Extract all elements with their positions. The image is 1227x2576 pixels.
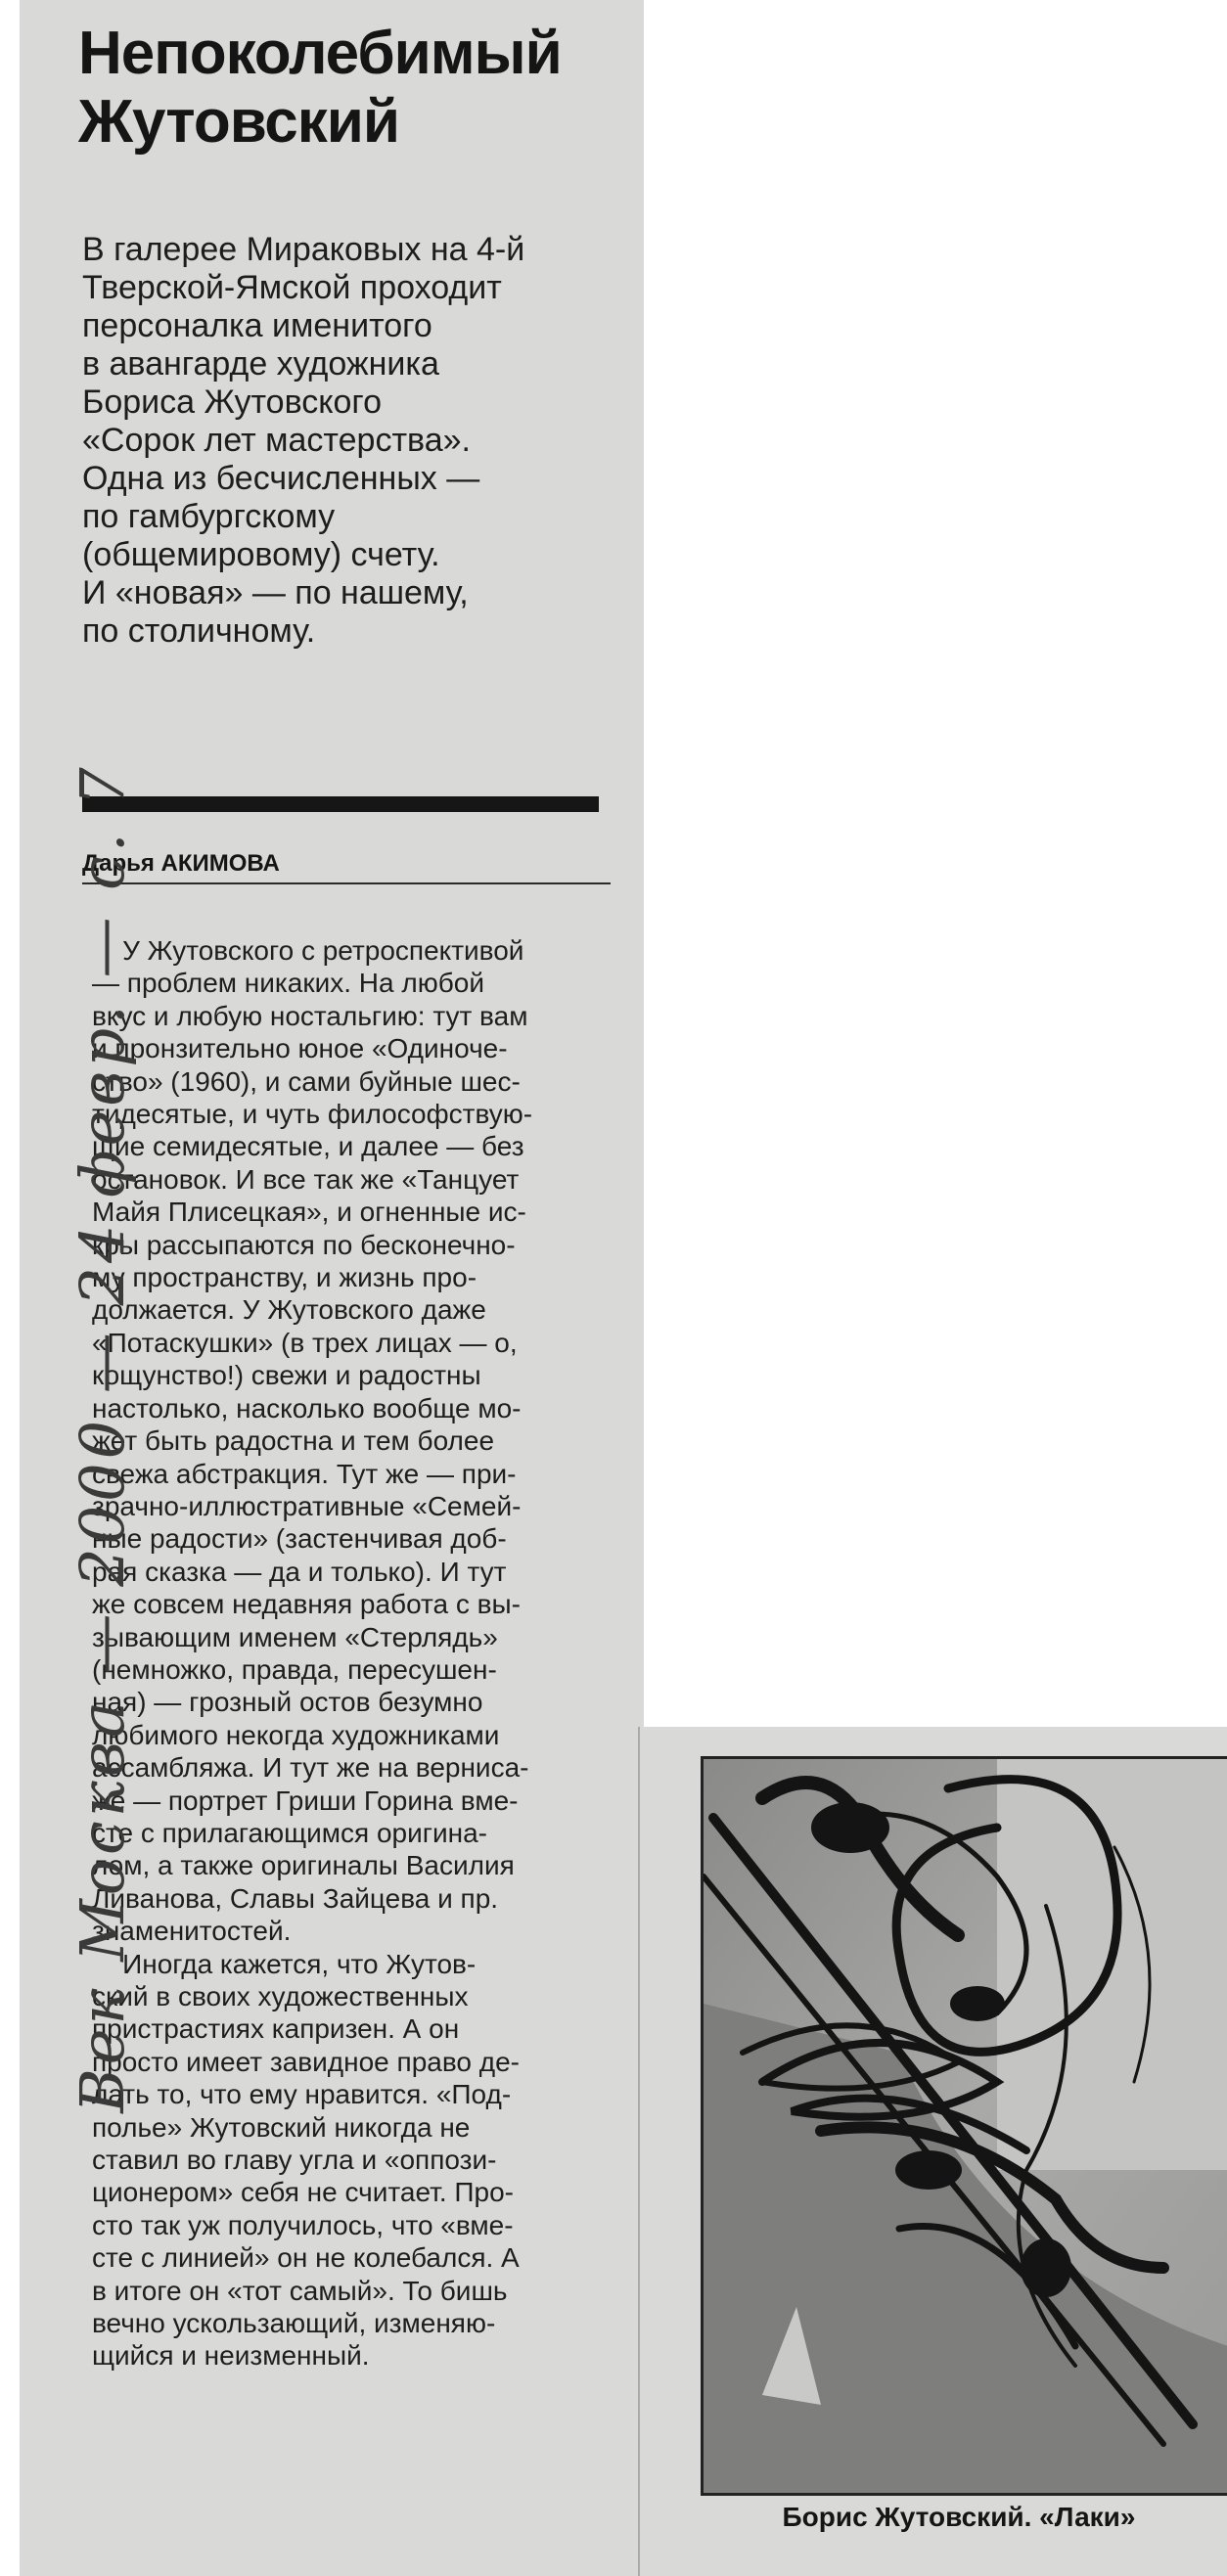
body-line: пристрастиях капризен. А он	[92, 2013, 460, 2045]
body-line: ство» (1960), и сами буйные шес-	[92, 1065, 521, 1097]
body-line: жет быть радостна и тем более	[92, 1425, 495, 1457]
body-line: У Жутовского с ретроспективой	[92, 935, 524, 966]
lead-paragraph	[82, 231, 630, 651]
headline-line-2: Жутовский	[78, 88, 400, 156]
lead-line: И «новая» — по нашему,	[82, 574, 469, 611]
photo-caption: Борис Жутовский. «Лаки»	[782, 2502, 1136, 2532]
handwritten-note: Век Москва — 2000 — 24 февр. — с. 7	[67, 763, 138, 2113]
body-line: свежа абстракция. Тут же — при-	[92, 1458, 517, 1489]
lead-line: персоналка именитого	[82, 307, 432, 344]
body-line: кощунство!) свежи и радостны	[92, 1360, 481, 1391]
body-line: лать то, что ему нравится. «Под-	[92, 2079, 512, 2110]
lead-line: Бориса Жутовского	[82, 384, 382, 421]
byline: Дарья АКИМОВА	[82, 849, 611, 884]
lead-line: по гамбургскому	[82, 498, 336, 535]
body-line: любимого некогда художниками	[92, 1719, 500, 1750]
body-line: же совсем недавняя работа с вы-	[92, 1589, 522, 1620]
headline	[78, 20, 626, 157]
body-line: — проблем никаких. На любой	[92, 968, 484, 999]
lead-line: Одна из бесчисленных —	[82, 460, 480, 497]
lead-line: (общемировому) счету.	[82, 536, 440, 573]
body-line: кры рассыпаются по бесконечно-	[92, 1229, 516, 1260]
body-line: ные радости» (застенчивая доб-	[92, 1523, 507, 1555]
lead-line: «Сорок лет мастерства».	[82, 422, 471, 459]
body-line: лом, а также оригиналы Василия	[92, 1850, 515, 1881]
body-line: ский в своих художественных	[92, 1981, 469, 2011]
lead-line: по столичному.	[82, 612, 316, 650]
body-line: тидесятые, и чуть философствую-	[92, 1099, 533, 1130]
body-line: вкус и любую ностальгию: тут вам	[92, 1000, 528, 1031]
abstract-artwork-image	[704, 1759, 1227, 2493]
lead-line: Тверской-Ямской проходит	[82, 269, 502, 306]
body-line: зывающим именем «Стерлядь»	[92, 1621, 498, 1652]
headline-line-1: Непоколебимый	[78, 20, 562, 87]
article-body	[92, 934, 601, 2373]
body-line: сте с прилагающимся оригина-	[92, 1817, 487, 1848]
body-line: ная) — грозный остов безумно	[92, 1687, 483, 1718]
body-line: вечно ускользающий, изменяю-	[92, 2308, 496, 2339]
body-line: полье» Жутовский никогда не	[92, 2111, 471, 2143]
body-line: же — портрет Гриши Горина вме-	[92, 1785, 519, 1816]
body-line: щийся и неизменный.	[92, 2340, 370, 2372]
artwork-photo	[701, 1756, 1227, 2496]
body-line: сте с линией» он не колебался. А	[92, 2242, 520, 2274]
body-line: просто имеет завидное право де-	[92, 2046, 520, 2077]
body-line: щие семидесятые, и далее — без	[92, 1131, 524, 1162]
body-line: ставил во главу угла и «оппози-	[92, 2145, 497, 2176]
body-line: знаменитостей.	[92, 1916, 292, 1947]
body-line: му пространству, и жизнь про-	[92, 1262, 477, 1293]
column-divider	[638, 1727, 640, 2576]
body-line: должается. У Жутовского даже	[92, 1294, 486, 1326]
body-line: рая сказка — да и только). И тут	[92, 1556, 507, 1587]
separator-rule	[82, 796, 599, 812]
body-line: ционером» себя не считает. Про-	[92, 2177, 514, 2208]
lead-line: в авангарде художника	[82, 345, 439, 383]
body-line: Майя Плисецкая», и огненные ис-	[92, 1197, 526, 1228]
body-line: остановок. И все так же «Танцует	[92, 1163, 520, 1195]
body-line: ассамбляжа. И тут же на верниса-	[92, 1752, 529, 1784]
body-line: «Потаскушки» (в трех лицах — о,	[92, 1327, 518, 1358]
body-line: и пронзительно юное «Одиноче-	[92, 1033, 508, 1064]
body-line: Иногда кажется, что Жутов-	[92, 1948, 477, 1979]
body-line: в итоге он «тот самый». То бишь	[92, 2275, 508, 2306]
lead-line: В галерее Мираковых на 4-й	[82, 231, 525, 268]
body-line: Ливанова, Славы Зайцева и пр.	[92, 1882, 499, 1914]
body-line: (немножко, правда, пересушен-	[92, 1653, 497, 1685]
body-line: сто так уж получилось, что «вме-	[92, 2209, 514, 2240]
body-line: настолько, насколько вообще мо-	[92, 1392, 522, 1424]
body-line: зрачно-иллюстративные «Семей-	[92, 1490, 522, 1521]
